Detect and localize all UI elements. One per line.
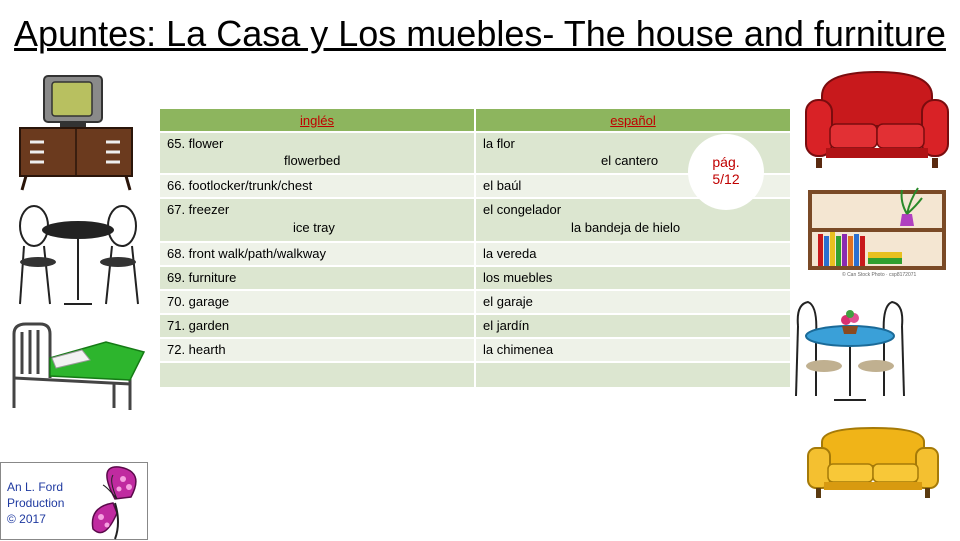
term-spanish: el baúl [483, 178, 522, 193]
cell-english [159, 174, 475, 198]
term-english: 70. garage [167, 294, 230, 309]
term-spanish: la chimenea [483, 342, 554, 357]
cell-english [159, 132, 475, 174]
credit-line2: Production [7, 496, 65, 510]
credit-box [0, 462, 148, 540]
term-spanish: el jardín [483, 318, 530, 333]
table-row [159, 266, 791, 290]
table-row [159, 242, 791, 266]
credit-line1: An L. Ford [7, 480, 64, 494]
cell-spanish [475, 338, 791, 362]
term-spanish: los muebles [483, 270, 553, 285]
page-reference-badge [688, 134, 764, 210]
header-english: inglés [159, 108, 475, 132]
term-english: 72. hearth [167, 342, 226, 357]
table-header-row [159, 108, 791, 132]
term-english: 65. flower [167, 136, 224, 151]
bookshelf-illustration [806, 180, 956, 280]
cell-spanish [475, 266, 791, 290]
term-spanish: el garaje [483, 294, 533, 309]
table-row [159, 338, 791, 362]
term-english [167, 363, 467, 366]
table-row [159, 314, 791, 338]
term-spanish: la vereda [483, 246, 537, 261]
header-spanish: español [475, 108, 791, 132]
patio-table-illustration [790, 296, 910, 406]
term-spanish [483, 363, 783, 366]
cell-spanish [475, 362, 791, 388]
bookshelf-caption: © Can Stock Photo · csp8172071 [842, 272, 917, 278]
page-ref-line1: pág. [712, 154, 740, 170]
subterm-spanish: la bandeja de hielo [571, 220, 681, 235]
term-english: 69. furniture [167, 270, 237, 285]
cell-english [159, 266, 475, 290]
term-english: 66. footlocker/trunk/chest [167, 178, 313, 193]
bistro-table-chairs-illustration [14, 200, 144, 310]
page-ref-line2: 5/12 [712, 171, 740, 187]
term-spanish: el congelador [483, 202, 562, 217]
butterfly-logo [85, 463, 149, 541]
subterm-spanish: el cantero [601, 153, 659, 168]
yellow-sofa-illustration [806, 422, 940, 502]
term-english: 67. freezer [167, 202, 230, 217]
term-english: 71. garden [167, 318, 230, 333]
cell-spanish [475, 290, 791, 314]
page-title: Apuntes: La Casa y Los muebles- The house and furniture [14, 13, 946, 54]
table-row [159, 198, 791, 242]
red-sofa-illustration [802, 66, 952, 172]
cell-english [159, 290, 475, 314]
table-row [159, 290, 791, 314]
bed-illustration [10, 318, 150, 414]
table-row-empty [159, 362, 791, 388]
subterm-english: flowerbed [284, 153, 341, 168]
cell-english [159, 198, 475, 242]
credit-text [7, 479, 85, 527]
term-spanish: la flor [483, 136, 515, 151]
cell-english [159, 314, 475, 338]
subterm-english: ice tray [293, 220, 335, 235]
cell-spanish [475, 314, 791, 338]
credit-line3: © 2017 [7, 512, 46, 526]
cell-english [159, 362, 475, 388]
cell-english [159, 338, 475, 362]
cell-english [159, 242, 475, 266]
cell-spanish [475, 242, 791, 266]
term-english: 68. front walk/path/walkway [167, 246, 326, 261]
dresser-with-tv-illustration [18, 74, 138, 194]
